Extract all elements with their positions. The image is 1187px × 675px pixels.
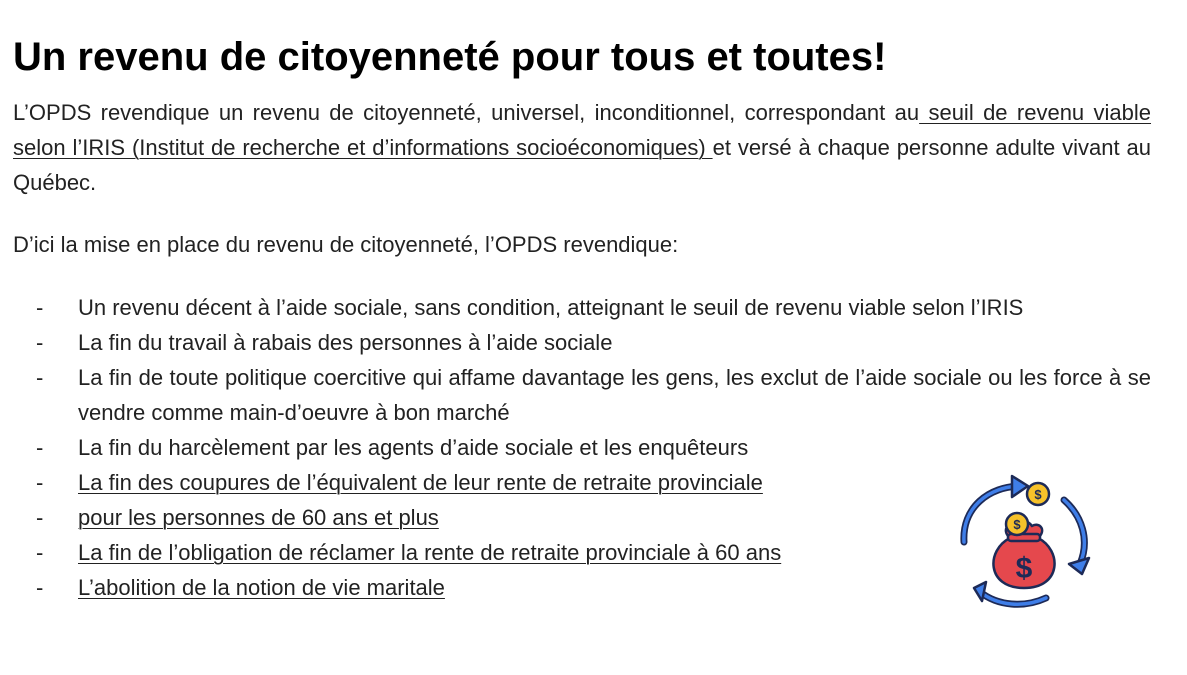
list-item-text: Un revenu décent à l’aide sociale, sans condition, atteignant le seuil de revenu viable selon l’IRIS <box>78 295 1024 320</box>
list-bullet: - <box>36 540 44 565</box>
list-item-text: La fin du harcèlement par les agents d’aide sociale et les enquêteurs <box>78 435 749 460</box>
intro-text: L’OPDS revendique un revenu de citoyenneté, universel, inconditionnel, correspondant au <box>13 100 920 125</box>
svg-text:$: $ <box>1015 552 1033 585</box>
list-item-link[interactable]: La fin des coupures de l’équivalent de leur rente de retraite provinciale <box>78 470 763 495</box>
page-title: Un revenu de citoyenneté pour tous et toutes! <box>13 35 887 79</box>
list-bullet: - <box>36 365 44 390</box>
coin-icon <box>1006 513 1028 535</box>
svg-text:$: $ <box>1034 487 1042 502</box>
list-bullet: - <box>36 575 44 600</box>
intro-text-end: et versé à chaque personne adulte vivant au Québec. <box>13 135 1151 195</box>
list-item-text: La fin du travail à rabais des personnes à l’aide sociale <box>78 330 613 355</box>
coin-icon <box>1027 483 1049 505</box>
list-item-text: La fin de toute politique coercitive qui affame davantage les gens, les exclut de l’aide sociale ou les force à se vendre comme main-d’oeuvre à bon marché <box>78 365 1151 425</box>
list-item <box>13 430 1151 465</box>
list-bullet: - <box>36 330 44 355</box>
list-item-link[interactable]: pour les personnes de 60 ans et plus <box>78 505 439 530</box>
list-item <box>13 325 1151 360</box>
interim-paragraph: D’ici la mise en place du revenu de citoyenneté, l’OPDS revendique: <box>13 232 679 257</box>
list-bullet: - <box>36 470 44 495</box>
money-bag-cycle-icon <box>950 470 1096 616</box>
svg-text:$: $ <box>1013 517 1021 532</box>
intro-paragraph <box>13 95 1151 200</box>
list-item <box>13 360 1151 430</box>
iris-link[interactable]: seuil de revenu viable selon l’IRIS (Institut de recherche et d’informations socioéconomiques) <box>13 100 1152 160</box>
list-bullet: - <box>36 505 44 530</box>
list-bullet: - <box>36 435 44 460</box>
list-item-link[interactable]: La fin de l’obligation de réclamer la rente de retraite provinciale à 60 ans <box>78 540 782 565</box>
list-item <box>13 290 1151 325</box>
list-item-link[interactable]: L’abolition de la notion de vie maritale <box>78 575 445 600</box>
list-bullet: - <box>36 295 44 320</box>
